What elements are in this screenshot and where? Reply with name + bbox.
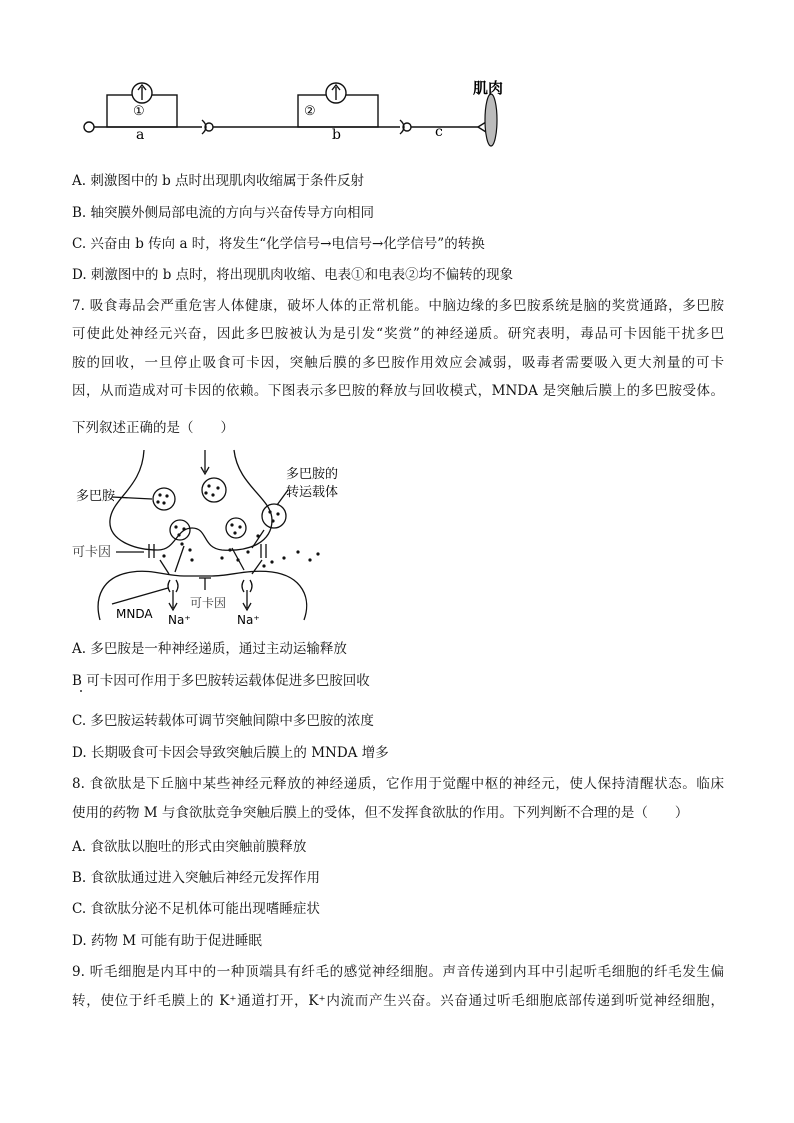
q8-option-d: D. 药物 M 可能有助于促进睡眠 bbox=[72, 933, 262, 949]
label-c: c bbox=[435, 124, 443, 140]
left-terminal bbox=[84, 122, 94, 132]
q7-line-5: 下列叙述正确的是（ ） bbox=[72, 420, 234, 436]
q7-option-c: C. 多巴胺运转载体可调节突触间隙中多巴胺的浓度 bbox=[72, 713, 374, 729]
q7-line-3: 胺的回收，一旦停止吸食可卡因，突触后膜的多巴胺作用效应会减弱，吸毒者需要吸入更大剂量的可卡 bbox=[72, 355, 724, 371]
label-mnda: MNDA bbox=[116, 607, 153, 621]
q6-option-d: D. 刺激图中的 b 点时，将出现肌肉收缩、电表①和电表②均不偏转的现象 bbox=[72, 267, 514, 283]
label-transporter-2: 转运载体 bbox=[286, 485, 339, 500]
q6-option-b: B. 轴突膜外侧局部电流的方向与兴奋传导方向相同 bbox=[72, 205, 375, 221]
label-na-1: Na⁺ bbox=[168, 613, 191, 627]
q8-option-c: C. 食欲肽分泌不足机体可能出现嗜睡症状 bbox=[72, 901, 320, 917]
label-dopamine: 多巴胺 bbox=[76, 489, 116, 504]
vesicle-fusing bbox=[226, 518, 246, 538]
vesicle-fusing bbox=[170, 520, 190, 540]
q8-line-1: 8. 食欲肽是下丘脑中某些神经元释放的神经递质，它作用于觉醒中枢的神经元，使人保持清醒状态。临床 bbox=[72, 776, 724, 792]
presynaptic-membrane bbox=[110, 450, 272, 550]
q7-line-1: 7. 吸食毒品会严重危害人体健康，破坏人体的正常机能。中脑边缘的多巴胺系统是脑的奖赏通路，多巴胺 bbox=[72, 298, 724, 314]
q6-option-c: C. 兴奋由 b 传向 a 时，将发生“化学信号→电信号→化学信号”的转换 bbox=[72, 236, 485, 252]
vesicle bbox=[262, 504, 286, 528]
q7-option-b: B 可卡因可作用于多巴胺转运载体促进多巴胺回收 bbox=[72, 673, 370, 689]
muscle-label: 肌肉 bbox=[473, 79, 504, 97]
label-a: a bbox=[136, 127, 145, 143]
label-cocaine-left: 可卡因 bbox=[72, 545, 112, 560]
reflex-arc-figure bbox=[78, 72, 528, 152]
q8-option-b: B. 食欲肽通过进入突触后神经元发挥作用 bbox=[72, 870, 321, 886]
q7-option-a: A. 多巴胺是一种神经递质，通过主动运输释放 bbox=[72, 641, 347, 657]
vesicle bbox=[153, 488, 175, 510]
label-na-2: Na⁺ bbox=[237, 613, 260, 627]
q9-line-1: 9. 听毛细胞是内耳中的一种顶端具有纤毛的感觉神经细胞。声音传递到内耳中引起听毛细胞的纤毛发生偏 bbox=[72, 964, 724, 980]
q8-option-a: A. 食欲肽以胞吐的形式由突触前膜释放 bbox=[72, 839, 307, 855]
q7-option-d: D. 长期吸食可卡因会导致突触后膜上的 MNDA 增多 bbox=[72, 745, 389, 761]
meter2-label: ② bbox=[304, 104, 316, 119]
synapse-figure bbox=[72, 448, 362, 628]
muscle-shape bbox=[485, 94, 497, 146]
q8-line-2: 使用的药物 M 与食欲肽竞争突触后膜上的受体，但不发挥食欲肽的作用。下列判断不合理的是（ ） bbox=[72, 805, 689, 821]
label-b: b bbox=[332, 127, 341, 143]
q6-option-a: A. 刺激图中的 b 点时出现肌肉收缩属于条件反射 bbox=[72, 173, 365, 189]
stray-dot bbox=[80, 690, 82, 692]
vesicle bbox=[202, 478, 226, 502]
meter1-label: ① bbox=[133, 104, 145, 119]
q9-line-2: 转，使位于纤毛膜上的 K⁺通道打开，K⁺内流而产生兴奋。兴奋通过听毛细胞底部传递到听觉神经细胞， bbox=[72, 993, 724, 1009]
label-transporter-1: 多巴胺的 bbox=[286, 467, 339, 482]
q7-line-2: 可使此处神经元兴奋，因此多巴胺被认为是引发“奖赏”的神经递质。研究表明，毒品可卡因能干扰多巴 bbox=[72, 326, 724, 342]
q7-line-4: 因，从而造成对可卡因的依赖。下图表示多巴胺的释放与回收模式，MNDA 是突触后膜上的多巴胺受体。 bbox=[72, 383, 724, 399]
label-cocaine-bottom: 可卡因 bbox=[190, 596, 227, 610]
